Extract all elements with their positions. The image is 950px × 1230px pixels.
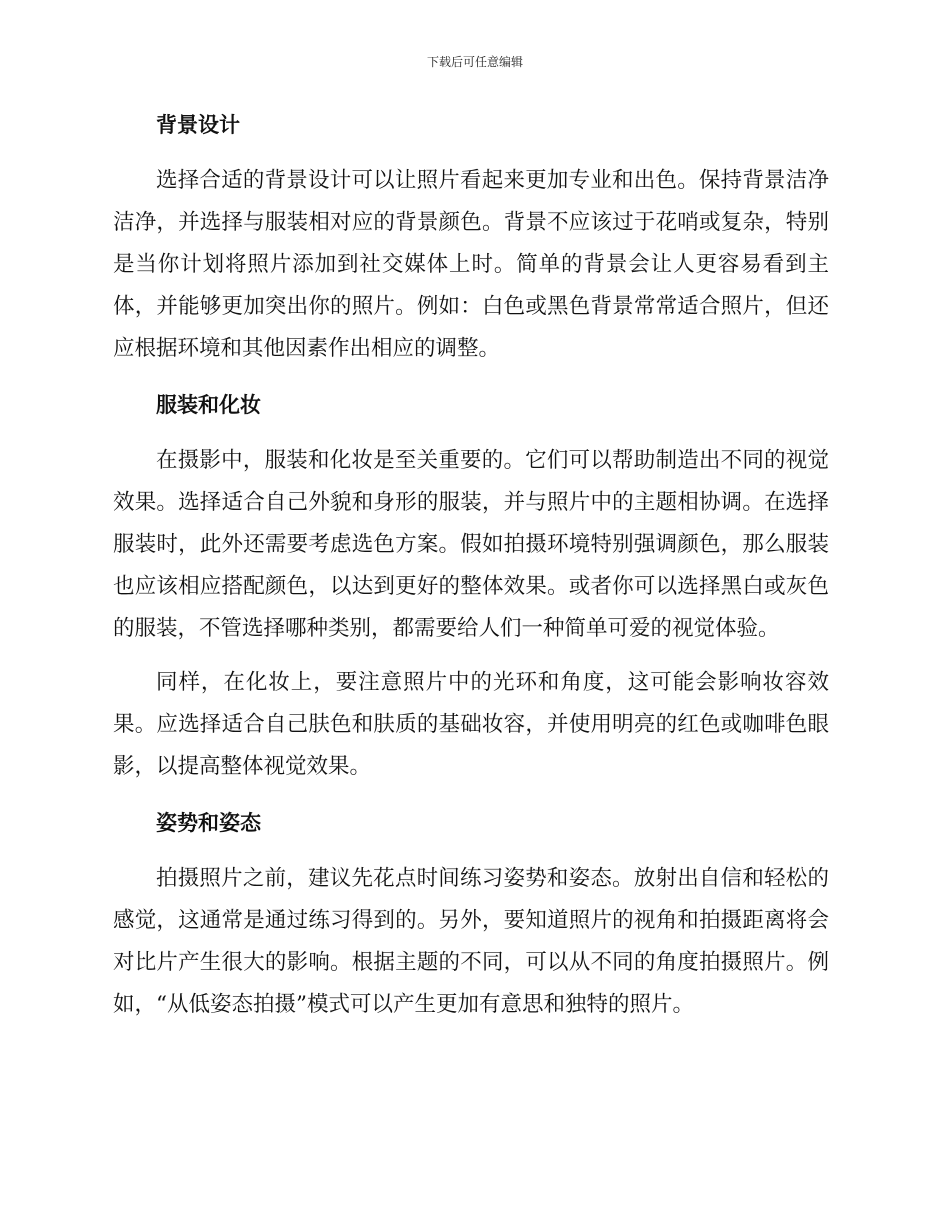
section-heading-background: 背景设计 [156, 113, 240, 137]
paragraph-pose: 拍摄照片之前，建议先花点时间练习姿势和姿态。放射出自信和轻松的感觉，这通常是通过练习得到的。另外，要知道照片的视角和拍摄距离将会对比片产生很大的影响。根据主题的不同，可以从不同的角度拍摄照片。例如，“从低姿态拍摄”模式可以产生更加有意思和独特的照片。 [113, 866, 829, 1017]
document-body [113, 104, 829, 1026]
page-header: 下载后可任意编辑 [426, 55, 523, 69]
section-heading-pose: 姿势和姿态 [156, 811, 261, 835]
section-heading-clothing-makeup: 服装和化妆 [156, 393, 261, 417]
paragraph-makeup: 同样，在化妆上，要注意照片中的光环和角度，这可能会影响妆容效果。应选择适合自己肤色和肤质的基础妆容，并使用明亮的红色或咖啡色眼影，以提高整体视觉效果。 [113, 670, 829, 779]
paragraph-clothing: 在摄影中，服装和化妆是至关重要的。它们可以帮助制造出不同的视觉效果。选择适合自己外貌和身形的服装，并与照片中的主题相协调。在选择服装时，此外还需要考虑选色方案。假如拍摄环境特别强调颜色，那么服装也应该相应搭配颜色，以达到更好的整体效果。或者你可以选择黑白或灰色的服装，不管选择哪种类别，都需要给人们一种简单可爱的视觉体验。 [113, 448, 829, 641]
paragraph-background: 选择合适的背景设计可以让照片看起来更加专业和出色。保持背景洁净洁净，并选择与服装相对应的背景颜色。背景不应该过于花哨或复杂，特别是当你计划将照片添加到社交媒体上时。简单的背景会让人更容易看到主体，并能够更加突出你的照片。例如：白色或黑色背景常常适合照片，但还应根据环境和其他因素作出相应的调整。 [113, 168, 829, 361]
